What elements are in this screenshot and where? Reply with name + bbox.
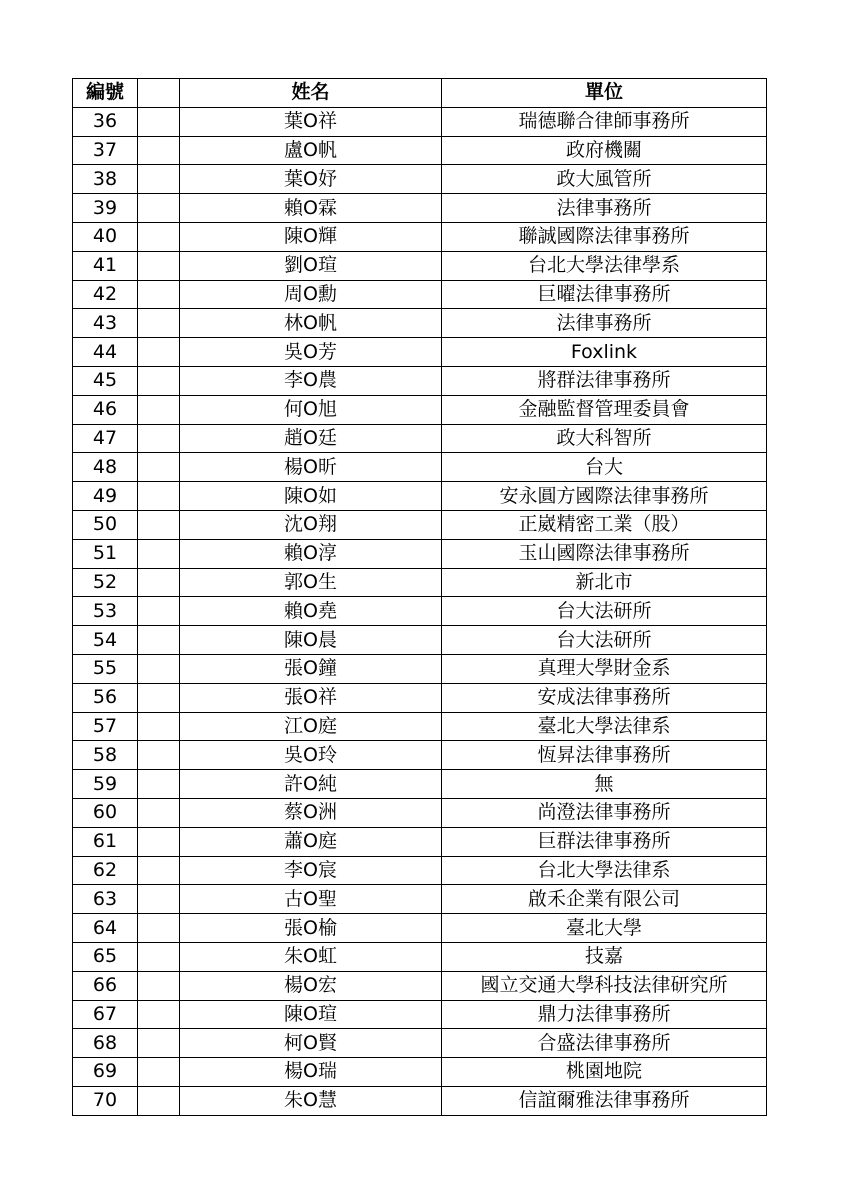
row-number: 39 bbox=[73, 194, 138, 223]
row-number: 51 bbox=[73, 539, 138, 568]
row-name: 周O勳 bbox=[180, 280, 442, 309]
row-number: 36 bbox=[73, 107, 138, 136]
row-name: 許O純 bbox=[180, 770, 442, 799]
row-name: 張O祥 bbox=[180, 683, 442, 712]
table-row bbox=[73, 510, 767, 539]
table-body bbox=[73, 107, 767, 1115]
row-blank bbox=[138, 510, 180, 539]
row-blank bbox=[138, 770, 180, 799]
row-name: 陳O晨 bbox=[180, 626, 442, 655]
row-name: 柯O賢 bbox=[180, 1029, 442, 1058]
row-name: 賴O堯 bbox=[180, 597, 442, 626]
row-unit: 安成法律事務所 bbox=[442, 683, 767, 712]
row-number: 60 bbox=[73, 798, 138, 827]
table-row bbox=[73, 222, 767, 251]
table-row bbox=[73, 654, 767, 683]
row-unit: 政大風管所 bbox=[442, 165, 767, 194]
table-row bbox=[73, 597, 767, 626]
table-row bbox=[73, 280, 767, 309]
row-blank bbox=[138, 194, 180, 223]
row-blank bbox=[138, 942, 180, 971]
row-unit: 巨群法律事務所 bbox=[442, 827, 767, 856]
table-row bbox=[73, 568, 767, 597]
row-name: 楊O昕 bbox=[180, 453, 442, 482]
row-blank bbox=[138, 222, 180, 251]
row-blank bbox=[138, 395, 180, 424]
row-number: 48 bbox=[73, 453, 138, 482]
row-unit: 聯誠國際法律事務所 bbox=[442, 222, 767, 251]
row-number: 70 bbox=[73, 1086, 138, 1115]
row-name: 林O帆 bbox=[180, 309, 442, 338]
row-unit: 瑞德聯合律師事務所 bbox=[442, 107, 767, 136]
row-number: 54 bbox=[73, 626, 138, 655]
table-row bbox=[73, 741, 767, 770]
row-name: 郭O生 bbox=[180, 568, 442, 597]
table-header-row bbox=[73, 79, 767, 108]
row-name: 張O榆 bbox=[180, 914, 442, 943]
table-row bbox=[73, 1029, 767, 1058]
row-unit: 台北大學法律學系 bbox=[442, 251, 767, 280]
table-row bbox=[73, 770, 767, 799]
table-row bbox=[73, 856, 767, 885]
row-unit: 尚澄法律事務所 bbox=[442, 798, 767, 827]
row-number: 57 bbox=[73, 712, 138, 741]
table-row bbox=[73, 885, 767, 914]
table-row bbox=[73, 712, 767, 741]
row-blank bbox=[138, 712, 180, 741]
row-blank bbox=[138, 1029, 180, 1058]
table-row bbox=[73, 453, 767, 482]
row-number: 67 bbox=[73, 1000, 138, 1029]
row-number: 68 bbox=[73, 1029, 138, 1058]
row-name: 楊O瑞 bbox=[180, 1058, 442, 1087]
row-blank bbox=[138, 827, 180, 856]
row-number: 50 bbox=[73, 510, 138, 539]
row-name: 沈O翔 bbox=[180, 510, 442, 539]
row-number: 44 bbox=[73, 338, 138, 367]
row-unit: 政大科智所 bbox=[442, 424, 767, 453]
row-unit: 台大法研所 bbox=[442, 597, 767, 626]
table-row bbox=[73, 424, 767, 453]
row-number: 62 bbox=[73, 856, 138, 885]
row-name: 蔡O洲 bbox=[180, 798, 442, 827]
row-number: 47 bbox=[73, 424, 138, 453]
row-unit: 將群法律事務所 bbox=[442, 366, 767, 395]
row-name: 葉O祥 bbox=[180, 107, 442, 136]
row-number: 58 bbox=[73, 741, 138, 770]
row-blank bbox=[138, 626, 180, 655]
row-unit: 正崴精密工業（股） bbox=[442, 510, 767, 539]
table-row bbox=[73, 914, 767, 943]
row-unit: 真理大學財金系 bbox=[442, 654, 767, 683]
row-name: 陳O瑄 bbox=[180, 1000, 442, 1029]
row-blank bbox=[138, 424, 180, 453]
header-blank bbox=[138, 79, 180, 108]
table-row bbox=[73, 366, 767, 395]
table-row bbox=[73, 798, 767, 827]
header-unit: 單位 bbox=[442, 79, 767, 108]
table-row bbox=[73, 165, 767, 194]
row-name: 何O旭 bbox=[180, 395, 442, 424]
row-name: 蕭O庭 bbox=[180, 827, 442, 856]
row-name: 楊O宏 bbox=[180, 971, 442, 1000]
table-row bbox=[73, 1000, 767, 1029]
table-row bbox=[73, 309, 767, 338]
row-unit: 法律事務所 bbox=[442, 309, 767, 338]
row-name: 江O庭 bbox=[180, 712, 442, 741]
row-name: 陳O輝 bbox=[180, 222, 442, 251]
row-name: 古O聖 bbox=[180, 885, 442, 914]
row-blank bbox=[138, 971, 180, 1000]
row-unit: 金融監督管理委員會 bbox=[442, 395, 767, 424]
row-unit: 技嘉 bbox=[442, 942, 767, 971]
row-unit: 恆昇法律事務所 bbox=[442, 741, 767, 770]
table-row bbox=[73, 251, 767, 280]
row-number: 65 bbox=[73, 942, 138, 971]
row-blank bbox=[138, 568, 180, 597]
row-blank bbox=[138, 1086, 180, 1115]
table-row bbox=[73, 395, 767, 424]
row-unit: 台北大學法律系 bbox=[442, 856, 767, 885]
row-number: 53 bbox=[73, 597, 138, 626]
row-name: 吳O芳 bbox=[180, 338, 442, 367]
row-unit: 新北市 bbox=[442, 568, 767, 597]
row-unit: 啟禾企業有限公司 bbox=[442, 885, 767, 914]
row-name: 趙O廷 bbox=[180, 424, 442, 453]
row-number: 37 bbox=[73, 136, 138, 165]
row-blank bbox=[138, 366, 180, 395]
table-row bbox=[73, 194, 767, 223]
row-blank bbox=[138, 107, 180, 136]
table-row bbox=[73, 482, 767, 511]
row-blank bbox=[138, 914, 180, 943]
row-number: 56 bbox=[73, 683, 138, 712]
row-unit: 國立交通大學科技法律研究所 bbox=[442, 971, 767, 1000]
row-number: 66 bbox=[73, 971, 138, 1000]
row-number: 38 bbox=[73, 165, 138, 194]
header-number: 編號 bbox=[73, 79, 138, 108]
attendee-table bbox=[72, 78, 767, 1116]
row-number: 59 bbox=[73, 770, 138, 799]
row-number: 61 bbox=[73, 827, 138, 856]
header-name: 姓名 bbox=[180, 79, 442, 108]
row-blank bbox=[138, 1000, 180, 1029]
row-name: 吳O玲 bbox=[180, 741, 442, 770]
row-number: 55 bbox=[73, 654, 138, 683]
row-blank bbox=[138, 338, 180, 367]
row-name: 李O農 bbox=[180, 366, 442, 395]
table-row bbox=[73, 683, 767, 712]
row-number: 40 bbox=[73, 222, 138, 251]
table-row bbox=[73, 338, 767, 367]
row-blank bbox=[138, 453, 180, 482]
row-name: 賴O淳 bbox=[180, 539, 442, 568]
row-name: 李O宸 bbox=[180, 856, 442, 885]
row-blank bbox=[138, 280, 180, 309]
row-number: 42 bbox=[73, 280, 138, 309]
row-number: 45 bbox=[73, 366, 138, 395]
row-blank bbox=[138, 136, 180, 165]
table-row bbox=[73, 626, 767, 655]
row-unit: Foxlink bbox=[442, 338, 767, 367]
row-number: 63 bbox=[73, 885, 138, 914]
row-unit: 信誼爾雅法律事務所 bbox=[442, 1086, 767, 1115]
row-name: 葉O妤 bbox=[180, 165, 442, 194]
row-blank bbox=[138, 741, 180, 770]
row-unit: 台大法研所 bbox=[442, 626, 767, 655]
row-blank bbox=[138, 654, 180, 683]
table-row bbox=[73, 136, 767, 165]
row-unit: 鼎力法律事務所 bbox=[442, 1000, 767, 1029]
row-unit: 玉山國際法律事務所 bbox=[442, 539, 767, 568]
row-number: 49 bbox=[73, 482, 138, 511]
row-blank bbox=[138, 798, 180, 827]
row-blank bbox=[138, 1058, 180, 1087]
row-unit: 臺北大學 bbox=[442, 914, 767, 943]
row-blank bbox=[138, 165, 180, 194]
row-blank bbox=[138, 856, 180, 885]
row-number: 69 bbox=[73, 1058, 138, 1087]
table-row bbox=[73, 1086, 767, 1115]
row-number: 64 bbox=[73, 914, 138, 943]
row-number: 43 bbox=[73, 309, 138, 338]
table-row bbox=[73, 942, 767, 971]
row-unit: 台大 bbox=[442, 453, 767, 482]
table-row bbox=[73, 1058, 767, 1087]
row-unit: 桃園地院 bbox=[442, 1058, 767, 1087]
row-unit: 政府機關 bbox=[442, 136, 767, 165]
row-name: 盧O帆 bbox=[180, 136, 442, 165]
row-blank bbox=[138, 885, 180, 914]
row-name: 朱O虹 bbox=[180, 942, 442, 971]
row-unit: 臺北大學法律系 bbox=[442, 712, 767, 741]
row-name: 張O鐘 bbox=[180, 654, 442, 683]
row-number: 41 bbox=[73, 251, 138, 280]
table-row bbox=[73, 971, 767, 1000]
row-number: 52 bbox=[73, 568, 138, 597]
row-unit: 合盛法律事務所 bbox=[442, 1029, 767, 1058]
table-row bbox=[73, 539, 767, 568]
table-row bbox=[73, 827, 767, 856]
row-number: 46 bbox=[73, 395, 138, 424]
row-unit: 巨曜法律事務所 bbox=[442, 280, 767, 309]
row-blank bbox=[138, 309, 180, 338]
row-blank bbox=[138, 683, 180, 712]
row-name: 朱O慧 bbox=[180, 1086, 442, 1115]
row-name: 劉O瑄 bbox=[180, 251, 442, 280]
row-name: 陳O如 bbox=[180, 482, 442, 511]
row-name: 賴O霖 bbox=[180, 194, 442, 223]
row-blank bbox=[138, 597, 180, 626]
row-unit: 法律事務所 bbox=[442, 194, 767, 223]
table-row bbox=[73, 107, 767, 136]
row-unit: 無 bbox=[442, 770, 767, 799]
row-blank bbox=[138, 482, 180, 511]
row-blank bbox=[138, 251, 180, 280]
row-unit: 安永圓方國際法律事務所 bbox=[442, 482, 767, 511]
row-blank bbox=[138, 539, 180, 568]
